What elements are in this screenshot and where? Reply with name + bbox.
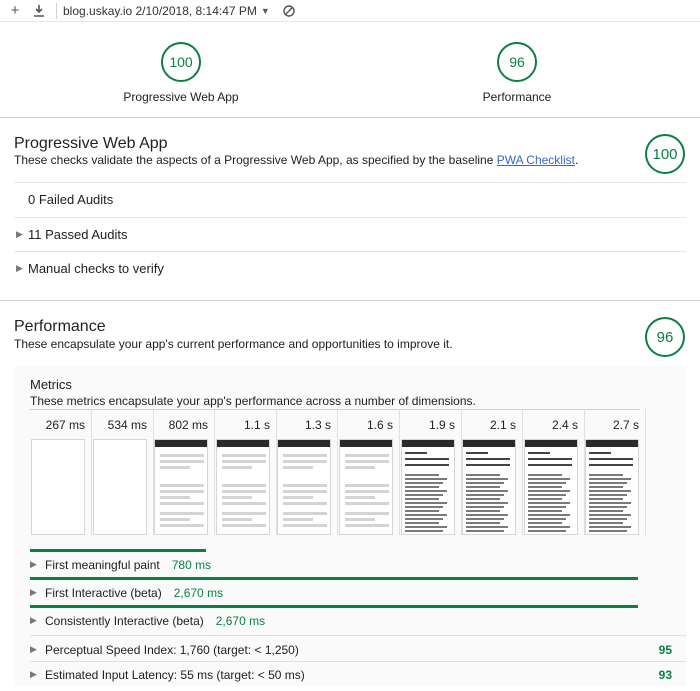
score-ring: 100	[161, 42, 201, 82]
expand-triangle-icon: ▶	[30, 644, 37, 654]
frame-time: 1.3 s	[304, 418, 331, 432]
pwa-score-ring: 100	[645, 134, 685, 174]
metrics-description: These metrics encapsulate your app's performance across a number of dimensions.	[30, 394, 476, 408]
group-label: 11 Passed Audits	[28, 227, 128, 242]
metrics-title: Metrics	[30, 377, 72, 392]
clear-icon[interactable]	[280, 2, 298, 20]
filmstrip-frame	[153, 409, 215, 535]
summary-gauge-pwa[interactable]	[121, 42, 241, 104]
filmstrip-frame	[400, 409, 462, 535]
expand-triangle-icon: ▶	[16, 263, 23, 273]
frame-thumbnail	[462, 439, 516, 535]
score-summary	[0, 22, 700, 118]
score-ring: 96	[497, 42, 537, 82]
frame-thumbnail	[585, 439, 639, 535]
pwa-category-description	[14, 153, 578, 167]
report-select-label: blog.uskay.io 2/10/2018, 8:14:47 PM	[63, 3, 257, 18]
filmstrip-frame	[215, 409, 277, 535]
filmstrip-frame	[276, 409, 338, 535]
performance-category-title: Performance	[14, 318, 106, 335]
frame-thumbnail	[154, 439, 208, 535]
metric-score: 95	[658, 642, 672, 657]
metric-value: 2,670 ms	[173, 585, 224, 600]
frame-thumbnail	[93, 439, 147, 535]
frame-time: 1.9 s	[428, 418, 455, 432]
frame-thumbnail	[31, 439, 85, 535]
frame-time: 2.7 s	[612, 418, 639, 432]
expand-triangle-icon: ▶	[30, 559, 37, 569]
metric-first-interactive[interactable]	[30, 579, 686, 606]
filmstrip-frame	[584, 409, 646, 535]
toolbar-divider	[56, 3, 57, 19]
filmstrip-frame	[92, 409, 154, 535]
metric-first-meaningful-paint[interactable]	[30, 551, 686, 578]
filmstrip-frame	[338, 409, 400, 535]
passed-audits-group[interactable]	[14, 217, 686, 251]
expand-triangle-icon: ▶	[30, 615, 37, 625]
pwa-checklist-link[interactable]: PWA Checklist	[496, 153, 575, 167]
frame-time: 2.4 s	[551, 418, 578, 432]
frame-time: 2.1 s	[489, 418, 516, 432]
frame-thumbnail	[401, 439, 455, 535]
summary-gauge-performance[interactable]	[457, 42, 577, 104]
metric-label: First Interactive (beta)	[45, 585, 162, 600]
frame-time: 1.1 s	[243, 418, 270, 432]
metric-label: Consistently Interactive (beta)	[45, 613, 204, 628]
new-report-plus-icon[interactable]: +	[10, 2, 20, 19]
frame-time: 1.6 s	[366, 418, 393, 432]
filmstrip-frame	[461, 409, 523, 535]
metric-value: 780 ms	[171, 557, 212, 572]
frame-thumbnail	[339, 439, 393, 535]
summary-label: Performance	[482, 90, 552, 104]
chevron-down-icon: ▼	[260, 5, 270, 16]
frame-time: 534 ms	[107, 418, 147, 432]
summary-label: Progressive Web App	[123, 90, 239, 104]
metric-consistently-interactive[interactable]	[30, 607, 686, 634]
expand-triangle-icon: ▶	[16, 229, 23, 239]
download-icon[interactable]	[30, 2, 48, 20]
metric-perceptual-speed-index[interactable]	[30, 636, 686, 663]
expand-triangle-icon: ▶	[30, 587, 37, 597]
metric-label: Perceptual Speed Index: 1,760 (target: < 1,250)	[45, 642, 299, 657]
section-divider	[0, 300, 700, 301]
failed-audits-group	[14, 182, 686, 216]
pwa-description-text: These checks validate the aspects of a Progressive Web App, as specified by the baseline	[14, 153, 494, 167]
expand-triangle-icon: ▶	[30, 669, 37, 679]
metric-score: 93	[658, 667, 672, 682]
frame-thumbnail	[524, 439, 578, 535]
frame-thumbnail	[277, 439, 331, 535]
performance-category-description: These encapsulate your app's current performance and opportunities to improve it.	[14, 337, 453, 351]
metric-estimated-input-latency[interactable]	[30, 661, 686, 688]
filmstrip-frame	[30, 409, 92, 535]
group-label: 0 Failed Audits	[28, 192, 114, 207]
group-label: Manual checks to verify	[28, 261, 164, 276]
metric-label: First meaningful paint	[45, 557, 160, 572]
metric-value: 2,670 ms	[215, 613, 266, 628]
pwa-description-end: .	[574, 153, 579, 167]
frame-time: 802 ms	[168, 418, 208, 432]
manual-checks-group[interactable]	[14, 251, 686, 285]
report-toolbar	[0, 0, 700, 22]
pwa-category-title: Progressive Web App	[14, 135, 168, 152]
report-select[interactable]	[63, 4, 270, 18]
frame-time: 267 ms	[45, 418, 85, 432]
metric-label: Estimated Input Latency: 55 ms (target: < 50 ms)	[45, 667, 305, 682]
performance-score-ring: 96	[645, 317, 685, 357]
filmstrip-frame	[523, 409, 585, 535]
frame-thumbnail	[216, 439, 270, 535]
